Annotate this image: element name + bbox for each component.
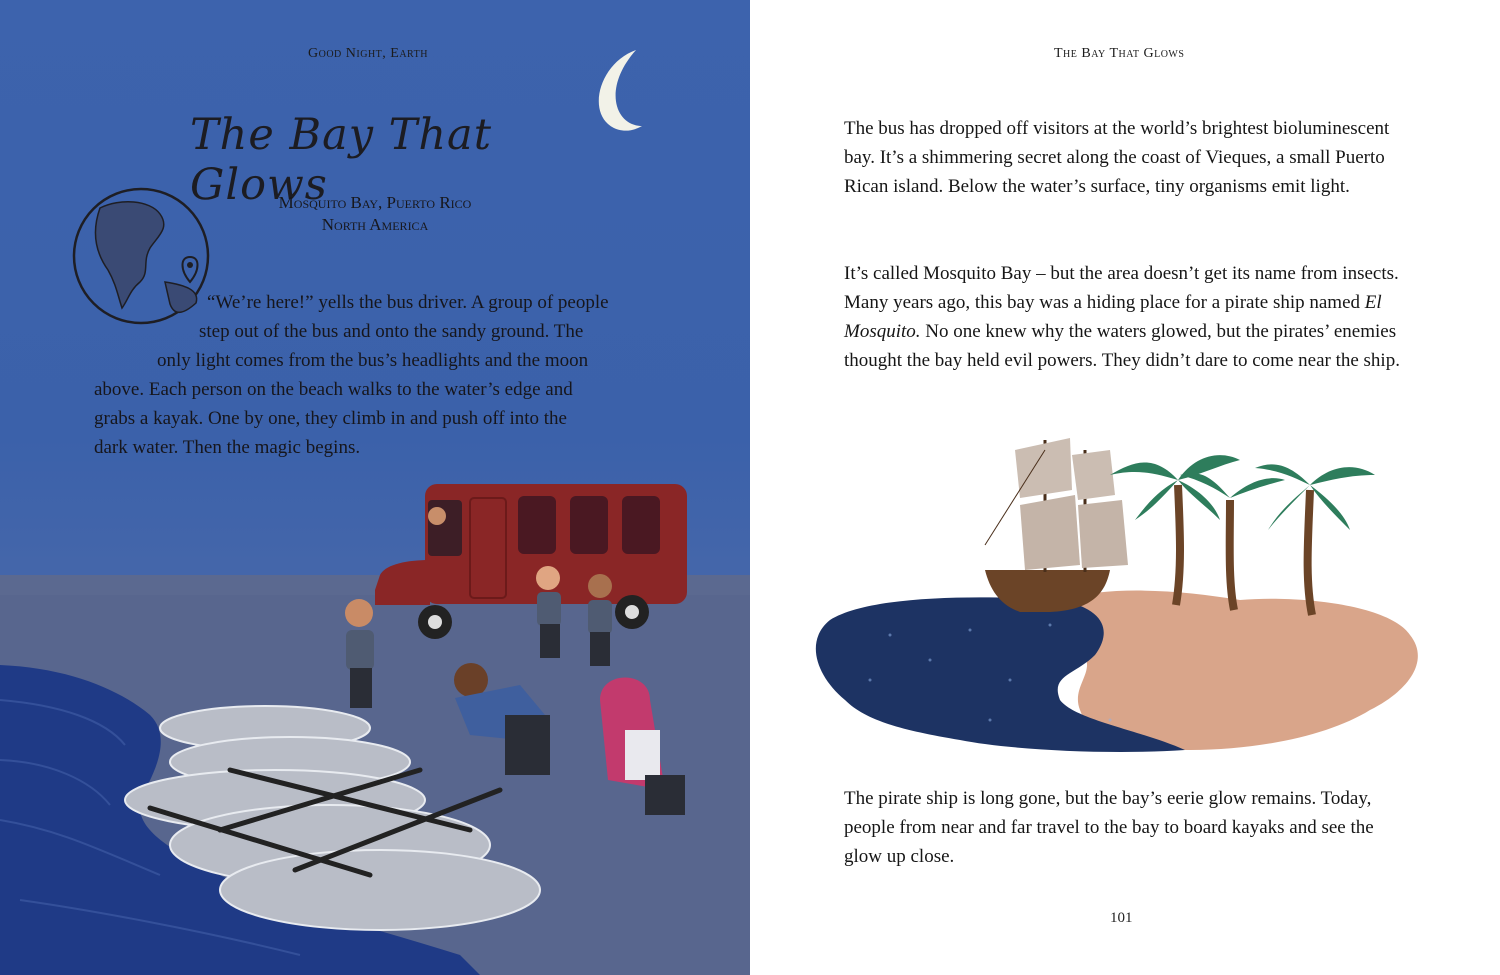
intro-line-4: above. Each person on the beach walks to the water’s edge and [94,379,573,400]
location-pin-icon [183,257,198,282]
chapter-title: The Bay That Glows [190,110,492,210]
page-number: 101 [1110,910,1133,926]
globe-icon [74,189,208,323]
intro-line-1: “We’re here!” yells the bus driver. A group of people [207,292,609,313]
paragraph-2-text-a: It’s called Mosquito Bay – but the area doesn’t get its name from insects. Many years ago, this bay was a hiding place for a pirate ship named [844,263,1399,313]
intro-line-3: only light comes from the bus’s headlights and the moon [157,350,589,371]
paragraph-1: The bus has dropped off visitors at the world’s brightest bioluminescent bay. It’s a shimmering secret along the coast of Vieques, a small Puerto Rican island. Below the water’s surface, tiny organisms emit light. [844,118,1390,197]
pirate-ship [985,438,1128,612]
right-running-head: The Bay That Glows [1054,46,1185,61]
paragraph-2-text-b: No one knew why the waters glowed, but the pirates’ enemies thought the bay held evil powers. They didn’t dare to come near the ship. [844,321,1400,371]
left-running-head: Good Night, Earth [308,46,428,61]
ship-name: El Mosquito. [844,292,1382,342]
crescent-moon-icon [599,50,642,131]
location-line-1: Mosquito Bay, Puerto Rico [278,193,472,212]
paragraph-3: The pirate ship is long gone, but the bay’s eerie glow remains. Today, people from near and far travel to the bay to board kayaks and see the glow up close. [844,788,1374,867]
intro-line-2: step out of the bus and onto the sandy ground. The [199,321,584,342]
right-page [750,0,1500,975]
intro-line-5: grabs a kayak. One by one, they climb in and push off into the [94,408,567,429]
paragraph-2 [844,259,1414,375]
intro-line-6: dark water. Then the magic begins. [94,437,361,458]
location-line-2: North America [321,215,429,234]
pirate-ship-island-illustration [810,420,1430,760]
location-subtitle [230,192,520,236]
